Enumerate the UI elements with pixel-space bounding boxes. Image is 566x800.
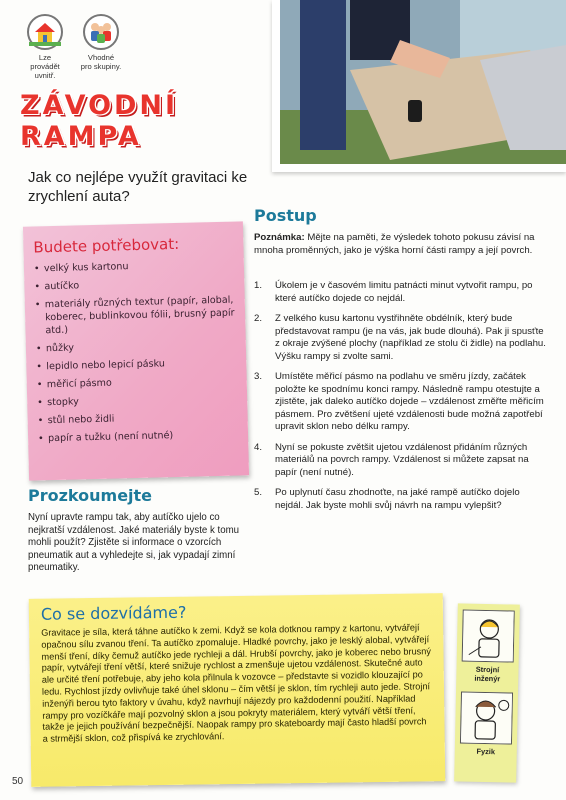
step-text: Úkolem je v časovém limitu patnácti minut vytvořit rampu, po které autíčko dojede co nejdál. [275, 280, 533, 304]
badge-caption-line: uvnitř. [34, 71, 56, 80]
learn-note [29, 593, 446, 787]
list-item: • lepidlo nebo lepicí pásku [36, 356, 236, 374]
step-number: 1. [254, 280, 263, 291]
page-subtitle: Jak co nejlépe využít gravitaci ke zrychlení auta? [28, 169, 248, 205]
materials-note [23, 221, 249, 480]
step-item [254, 371, 548, 434]
procedure-steps [254, 280, 548, 520]
step-text: Nyní se pokuste zvětšit ujetou vzdálenost přidáním různých materiálů na povrch rampy. Vzdálenost si můžete zapsat na papír (není nutné). [275, 441, 529, 478]
materials-heading: Budete potřebovat: [33, 234, 180, 257]
step-number: 2. [254, 313, 263, 324]
step-text: Umístěte měřicí pásmo na podlahu ve směru jízdy, začátek položte ke spodnímu konci rampy. Následně rampu otestujte a zjistěte, jak daleko autíčko dojede – vzdálenost změřte měřicím pásmem. Pro zvětšení ujeté vzdálenosti bude možná zapotřebí upravit sklon nebo délku rampy. [275, 371, 544, 432]
ramp-photo [272, 0, 566, 172]
step-number: 5. [254, 487, 263, 498]
engineer-label: inženýr [474, 673, 501, 684]
materials-list [34, 258, 238, 446]
page-title [20, 90, 178, 152]
title-line: ZÁVODNÍ [20, 90, 179, 121]
list-item: • nůžky [36, 338, 236, 356]
learn-text: Gravitace je síla, která táhne autíčko k zemi. Když se kola dotknou rampy z kartonu, vytvářejí opačnou sílu zvanou tření. Ta autíčko zpomaluje. Hladké povrchy, jako je lesklý alobal, vytvářejí menší tření, díky čemuž autíčko jede rychleji a dál. Hrubší povrchy, jako je koberec nebo brusný papír, vytvářejí tření větší, které snižuje rychlost a zmenšuje ujetou vzdálenost. Skutečné auto ale určité tření potřebuje, aby jeho kola přilnula k vozovce – představte si vozidlo klouzající po ledu. Rychlost jízdy ovlivňuje také úhel sklonu – čím větší je sklon, tím rychleji auto jede. Strojní inženýři berou tyto faktory v úvahu, když navrhují nájezdy pro každodenní použití. Například rampy pro vozíčkáře mají pozvolný sklon a jsou pokryty materiálem, který vytváří větší tření, takže je jejich používání bezpečnější. Naopak rampy pro skateboardy mají často hladší povrch a strmější sklon, což přispívá ke zrychlování. [41, 622, 432, 744]
title-line: RAMPA [20, 121, 142, 152]
experts-card [454, 603, 520, 782]
list-item: • měřicí pásmo [37, 374, 237, 392]
engineer-illustration [462, 609, 515, 662]
step-item [254, 280, 548, 305]
physicist-label: Fyzik [476, 746, 496, 757]
procedure-heading: Postup [254, 206, 317, 225]
learn-heading: Co se dozvídáme? [40, 602, 187, 624]
house-icon [27, 14, 63, 50]
explore-heading: Prozkoumejte [28, 486, 153, 505]
step-item [254, 313, 548, 363]
badge-caption-line: Vhodné [87, 53, 115, 62]
step-item [254, 442, 548, 480]
badge-caption-line: Lze [38, 53, 52, 62]
badge-caption-line: provádět [30, 62, 60, 71]
list-item: • velký kus kartonu [34, 258, 234, 276]
photo-scene [280, 0, 566, 164]
list-item: • stopky [37, 392, 237, 410]
badge-caption-line: pro skupiny. [80, 62, 122, 71]
step-item [254, 487, 548, 512]
page-number: 50 [12, 776, 24, 787]
list-item: • stůl nebo židli [38, 410, 238, 428]
list-item: • autíčko [34, 276, 234, 294]
step-number: 3. [254, 371, 263, 382]
step-number: 4. [254, 441, 263, 453]
note-text: Mějte na paměti, že výsledek tohoto pokusu závisí na mnoha proměnných, jako je výška horní části rampy a její povrch. [254, 232, 535, 256]
step-text: Z velkého kusu kartonu vystřihněte obdélník, který bude představovat rampu (je na vás, jak bude dlouhá). Pak ji spusťte z okraje zvýšené plochy (například ze stolu či židle) na podlahu. Výšku rampy si zvolte sami. [275, 313, 546, 362]
physicist-illustration [460, 691, 513, 744]
group-icon [83, 14, 119, 50]
list-item: • papír a tužku (není nutné) [38, 428, 238, 446]
list-item: • materiály různých textur (papír, alobal, koberec, bublinkovou fólii, brusný papír atd.) [35, 294, 236, 338]
note-label: Poznámka: [254, 232, 305, 243]
explore-text: Nyní upravte rampu tak, aby autíčko ujelo co nejkratší vzdálenost. Jaké materiály byste k tomu mohli použít? Zjistěte si informace o vzorcích pneumatik aut a vyhledejte si, jak vypadají zimní pneumatiky. [28, 512, 240, 574]
badge-groups [74, 14, 128, 71]
badge-indoors [20, 14, 70, 80]
engineer-label: Strojní [475, 664, 500, 675]
step-text: Po uplynutí času zhodnoťte, na jaké rampě autíčko dojelo nejdál. Jak byste mohli svůj návrh na rampu vylepšit? [275, 487, 520, 511]
procedure-note [254, 232, 544, 257]
